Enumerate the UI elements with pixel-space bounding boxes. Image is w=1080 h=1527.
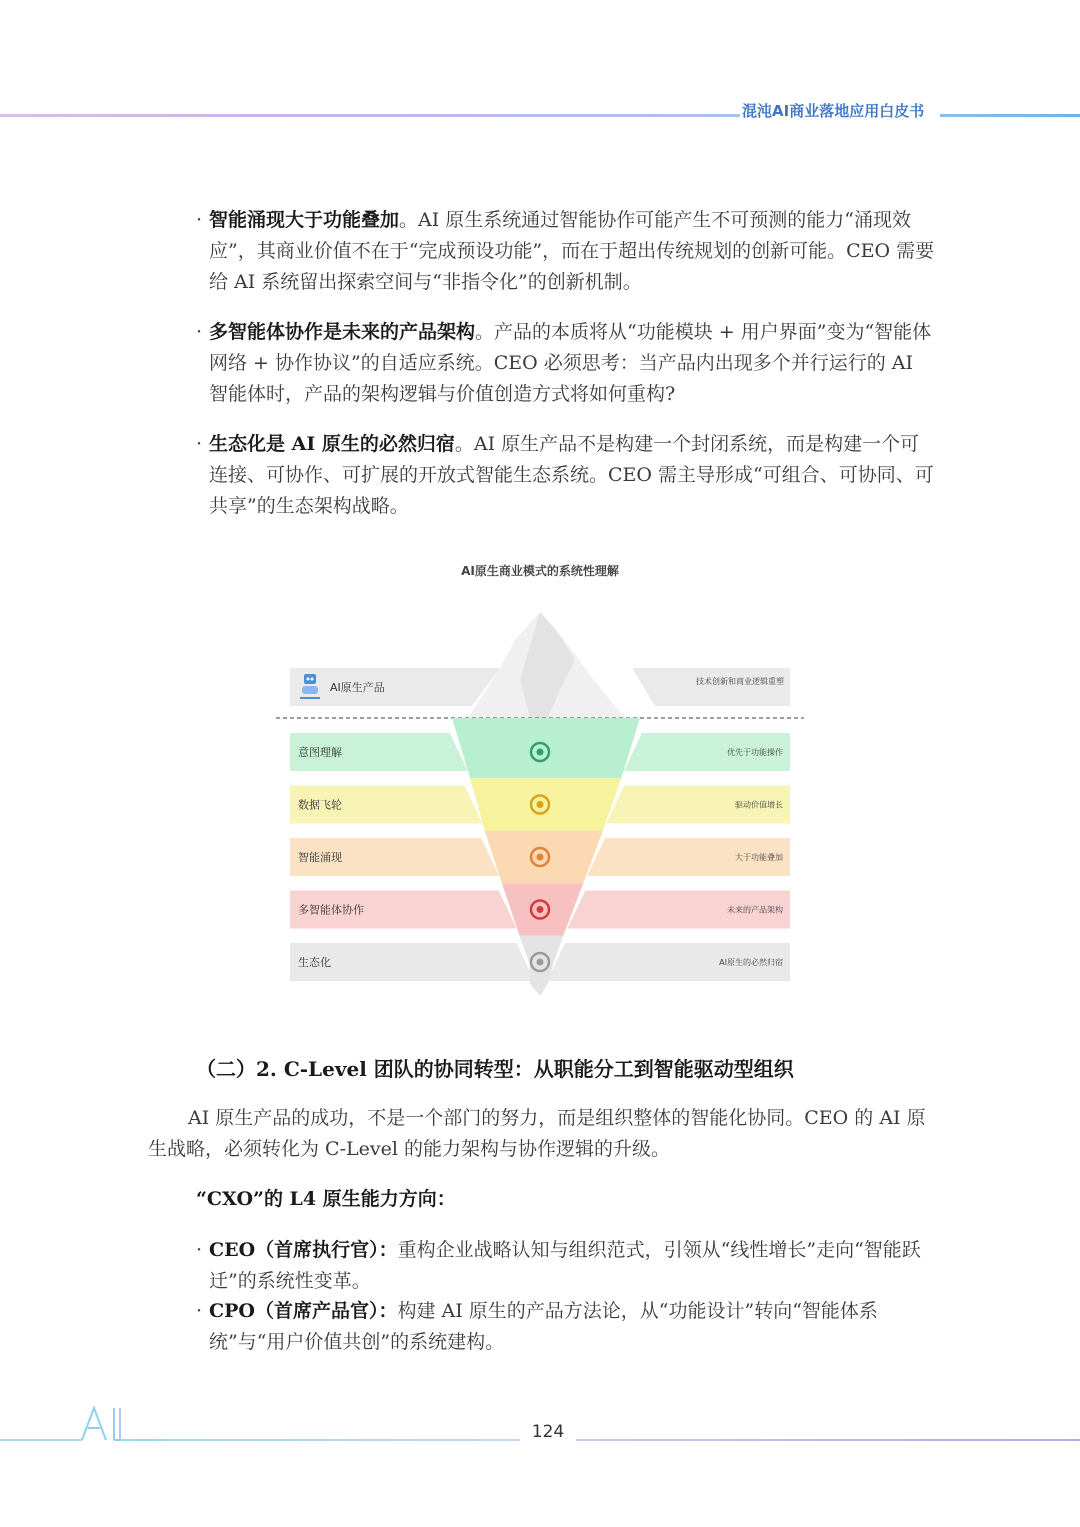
- bullet-text: 。产品的本质将从“功能模块 + 用户界面”变为“智能体网络 + 协作协议”的自适应系统。CEO 必须思考：当产品内出现多个并行运行的 AI 智能体时，产品的架构逻辑与价值创造方式将如何重构?: [209, 321, 932, 405]
- section-paragraph: AI 原生产品的成功，不是一个部门的努力，而是组织整体的智能化协同。CEO 的 AI 原生战略，必须转化为 C-Level 的能力架构与协作逻辑的升级。: [148, 1107, 926, 1160]
- footer-rule-right: [576, 1439, 1080, 1441]
- role-lead: CEO（首席执行官）：: [209, 1239, 398, 1261]
- ai-product-icon: [298, 672, 324, 704]
- bullet-dot: ·: [196, 321, 203, 343]
- bullet-lead: 多智能体协作是未来的产品架构: [209, 321, 476, 343]
- role-text: 构建 AI 原生的产品方法论，从“功能设计”转向“智能体系统”与“用户价值共创”的系统建构。: [209, 1300, 878, 1353]
- ai-logo-icon: [78, 1404, 130, 1442]
- iceberg-band: [470, 778, 621, 831]
- running-header-title: 混沌AI商业落地应用白皮书: [742, 102, 925, 120]
- role-item-ceo: [196, 1235, 936, 1297]
- bullet-dot: ·: [196, 1239, 203, 1261]
- top-right-bar: [632, 668, 790, 706]
- role-text: 重构企业战略认知与组织范式，引领从“线性增长”走向“智能跃迁”的系统性变革。: [209, 1239, 921, 1292]
- figure-title: AI原生商业模式的系统性理解: [461, 564, 619, 578]
- bullet-dot: ·: [196, 1300, 203, 1322]
- section-heading: （二）2. C-Level 团队的协同转型：从职能分工到智能驱动型组织: [196, 1057, 794, 1081]
- bullet-dot: ·: [196, 433, 203, 455]
- row-left-label: 意图理解: [298, 746, 342, 759]
- top-right-label: 技术创新和商业逻辑重塑: [696, 677, 784, 686]
- row-right-label: AI原生的必然归宿: [719, 958, 783, 967]
- iceberg-band: [485, 831, 603, 884]
- sub-heading: “CXO”的 L4 原生能力方向：: [196, 1188, 456, 1210]
- row-right-label: 驱动价值增长: [735, 800, 783, 810]
- top-left-label: AI原生产品: [330, 681, 385, 694]
- bullet-dot: ·: [196, 209, 203, 231]
- row-right-label: 未来的产品架构: [727, 905, 783, 915]
- row-right-label: 大于功能叠加: [735, 853, 783, 862]
- iceberg-band: [452, 718, 640, 778]
- footer-rule-edge: [0, 1439, 82, 1441]
- row-left-label: 生态化: [298, 956, 331, 969]
- row-right-label: 优先于功能操作: [727, 748, 783, 757]
- row-left-label: 智能涌现: [298, 851, 342, 864]
- bullet-lead: 生态化是 AI 原生的必然归宿: [209, 433, 455, 455]
- row-left-label: 数据飞轮: [298, 798, 342, 812]
- role-lead: CPO（首席产品官）：: [209, 1300, 398, 1322]
- role-item-cpo: [196, 1296, 936, 1358]
- bullet-lead: 智能涌现大于功能叠加: [209, 209, 400, 231]
- bullet-text: 。AI 原生系统通过智能协作可能产生不可预测的能力“涌现效应”，其商业价值不在于“完成预设功能”，而在于超出传统规划的创新可能。CEO 需要给 AI 系统留出探索空间与“非指令化”的创新机制。: [209, 209, 935, 293]
- page-number: 124: [531, 1422, 565, 1442]
- row-left-label: 多智能体协作: [298, 903, 364, 917]
- footer-rule-left: [120, 1439, 520, 1441]
- bullet-text: 。AI 原生产品不是构建一个封闭系统，而是构建一个可连接、可协作、可扩展的开放式智能生态系统。CEO 需主导形成“可组合、可协同、可共享”的生态架构战略。: [209, 433, 934, 517]
